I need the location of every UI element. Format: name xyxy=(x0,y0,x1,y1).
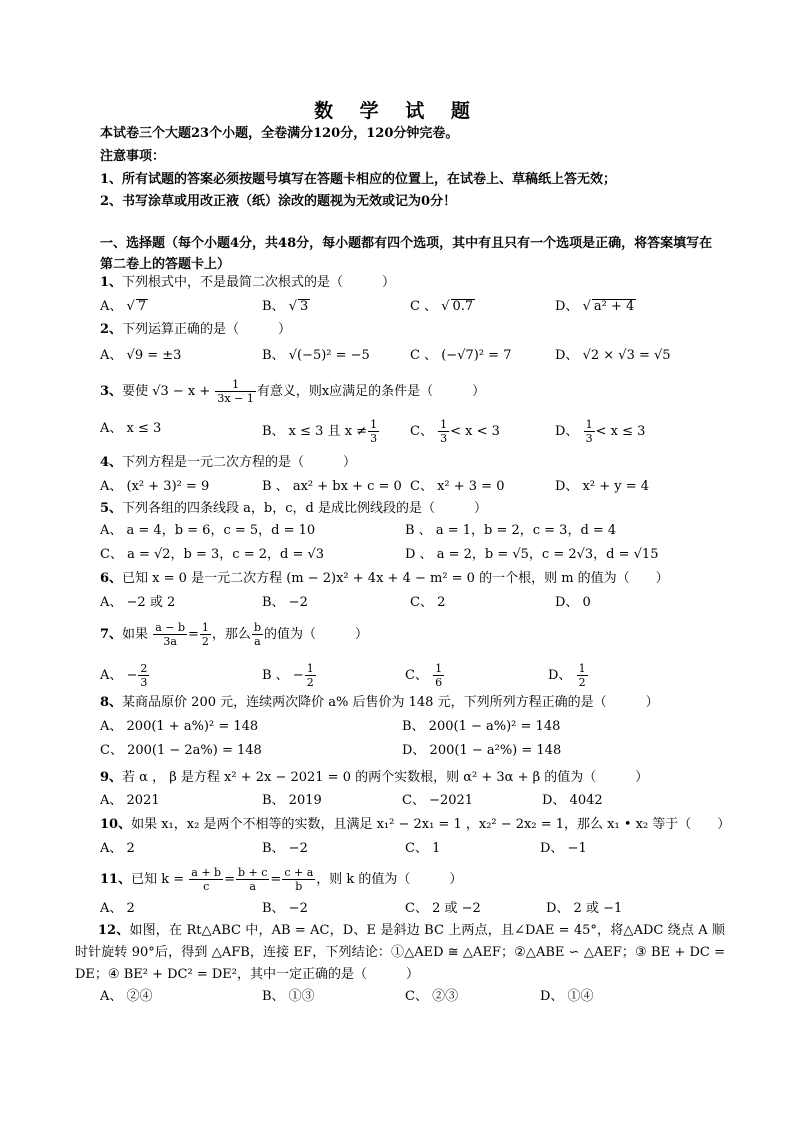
question-9-options xyxy=(100,790,700,812)
q5-option-b: B 、 a = 1，b = 2，c = 3，d = 4 xyxy=(405,523,617,538)
question-5-options-row2 xyxy=(100,544,700,566)
question-5-options-row1 xyxy=(100,520,700,542)
question-4-options xyxy=(100,476,700,498)
q6-option-a: A、 −2 或 2 xyxy=(100,595,176,610)
page-title: 数 学 试 题 xyxy=(314,100,480,122)
question-8: 8、某商品原价 200 元，连续两次降价 a% 后售价为 148 元，下列所列方程正确的是（ ） xyxy=(100,695,659,710)
q12-option-c: C、 ②③ xyxy=(405,989,459,1004)
q9-option-b: B、 2019 xyxy=(262,793,322,808)
question-4: 4、下列方程是一元二次方程的是（ ） xyxy=(100,455,357,470)
q7-option-b: B 、 − $\frac{1}{2}$ xyxy=(262,662,314,689)
question-10: 10、如果 x₁，x₂ 是两个不相等的实数，且满足 x₁² − 2x₁ = 1 ，x₂² − 2x₂ = 1，那么 x₁ • x₂ 等于（ ） xyxy=(100,817,731,832)
q7-option-a: A、 − $\frac{2}{3}$ xyxy=(100,662,148,689)
notice-2: 2、书写涂草或用改正液（纸）涂改的题视为无效或记为0分！ xyxy=(100,194,457,209)
q4-option-c: C、 x² + 3 = 0 xyxy=(410,479,505,494)
q10-option-a: A、 2 xyxy=(100,841,135,856)
q11-option-d: D、 2 或 −1 xyxy=(546,901,623,916)
question-1: 1、下列根式中，不是最简二次根式的是（ ） xyxy=(100,275,396,290)
q11-option-c: C、 2 或 −2 xyxy=(405,901,481,916)
q11-option-a: A、 2 xyxy=(100,901,135,916)
q5-option-c: C、 a = √2，b = 3，c = 2，d = √3 xyxy=(100,547,325,562)
q3-option-b: B、 x ≤ 3 且 x ≠ $\frac{1}{3}$ xyxy=(262,418,378,445)
q3-option-d: D、 $\frac{1}{3}$ < x ≤ 3 xyxy=(555,418,646,445)
question-7: 7、如果 $\frac{a - b}{3a}$ = $\frac{1}{2}$ ，那么 $\frac{b}{a}$ 的值为（ ） xyxy=(100,621,368,648)
question-12-options xyxy=(100,986,700,1008)
q1-option-c: C 、 √ 0.7 xyxy=(410,299,474,314)
q5-option-d: D 、 a = 2，b = √5，c = 2√3，d = √15 xyxy=(405,547,659,562)
q4-option-a: A、 (x² + 3)² = 9 xyxy=(100,479,210,494)
q8-option-b: B、 200(1 − a%)² = 148 xyxy=(402,719,561,734)
question-10-options xyxy=(100,838,700,860)
q1-option-b: B、 √ 3 xyxy=(262,299,309,314)
q8-option-d: D、 200(1 − a²%) = 148 xyxy=(402,743,562,758)
q9-option-c: C、 −2021 xyxy=(402,793,474,808)
q4-option-b: B 、 ax² + bx + c = 0 xyxy=(262,479,402,494)
q7-option-d: D、 $\frac{1}{2}$ xyxy=(548,662,586,689)
q8-option-c: C、 200(1 − 2a%) = 148 xyxy=(100,743,262,758)
question-5: 5、下列各组的四条线段 a，b，c，d 是成比例线段的是（ ） xyxy=(100,501,487,516)
q5-option-a: A、 a = 4，b = 6，c = 5，d = 10 xyxy=(100,523,316,538)
q7-option-c: C、 $\frac{1}{6}$ xyxy=(405,662,443,689)
section-1-heading: 一、选择题（每个小题4分，共48分，每小题都有四个选项，其中有且只有一个选项是正确，将答案填写在第二卷上的答题卡上） xyxy=(100,236,713,272)
q2-option-b: B、 √(−5)² = −5 xyxy=(262,348,370,363)
q6-option-b: B、 −2 xyxy=(262,595,308,610)
q2-option-a: A、 √9 = ±3 xyxy=(100,348,182,363)
question-11-options xyxy=(100,898,700,920)
question-3-options xyxy=(100,418,700,445)
q12-option-b: B、 ①③ xyxy=(262,989,315,1004)
q2-option-d: D、 √2 × √3 = √5 xyxy=(555,348,671,363)
q10-option-d: D、 −1 xyxy=(540,841,587,856)
q2-option-c: C 、 (−√7)² = 7 xyxy=(410,348,512,363)
q3-option-a: A、 x ≤ 3 xyxy=(100,421,162,436)
question-9: 9、若 α ， β 是方程 x² + 2x − 2021 = 0 的两个实数根，则 α² + 3α + β 的值为（ ） xyxy=(100,770,649,785)
q6-option-d: D、 0 xyxy=(555,595,591,610)
question-2: 2、下列运算正确的是（ ） xyxy=(100,322,292,337)
q4-option-d: D、 x² + y = 4 xyxy=(555,479,650,494)
question-6: 6、已知 x = 0 是一元二次方程 (m − 2)x² + 4x + 4 − m² = 0 的一个根，则 m 的值为（ ） xyxy=(100,571,669,586)
q12-option-a: A、 ②④ xyxy=(100,989,153,1004)
q3-option-c: C、 $\frac{1}{3}$ < x < 3 xyxy=(410,418,500,445)
q12-option-d: D、 ①④ xyxy=(540,989,594,1004)
intro-text: 本试卷三个大题23个小题，全卷满分120分，120分钟完卷。 xyxy=(100,126,459,141)
question-1-options xyxy=(100,296,700,318)
question-8-options-row1 xyxy=(100,716,700,738)
notice-title: 注意事项： xyxy=(100,149,166,164)
question-7-options xyxy=(100,662,700,689)
question-12: 12、如图，在 Rt△ABC 中，AB = AC，D、E 是斜边 BC 上两点，且∠DAE = 45°，将△ADC 绕点 A 顺时针旋转 90°后，得到 △AFB，连接 EF，下列结论：①△AED ≅ △AEF；②△ABE ∽ △AEF；③ BE + DC = DE；④ BE² + DC² = DE²，其中一定正确的是（ ） xyxy=(75,923,725,982)
q9-option-d: D、 4042 xyxy=(542,793,603,808)
q1-option-a: A、 √ 7 xyxy=(100,299,147,314)
question-2-options xyxy=(100,345,700,367)
q11-option-b: B、 −2 xyxy=(262,901,308,916)
notice-1: 1、所有试题的答案必须按题号填写在答题卡相应的位置上，在试卷上、草稿纸上答无效； xyxy=(100,172,617,187)
q1-option-d: D、 √ a² + 4 xyxy=(555,299,635,314)
q10-option-c: C、 1 xyxy=(405,841,441,856)
question-6-options xyxy=(100,592,700,614)
q9-option-a: A、 2021 xyxy=(100,793,160,808)
q10-option-b: B、 −2 xyxy=(262,841,308,856)
q6-option-c: C、 2 xyxy=(410,595,446,610)
question-8-options-row2 xyxy=(100,740,700,762)
question-3: 3、要使 √3 − x + $\frac{1}{3x - 1}$ 有意义，则x应满足的条件是（ ） xyxy=(100,378,486,405)
q8-option-a: A、 200(1 + a%)² = 148 xyxy=(100,719,259,734)
question-11: 11、已知 k = $\frac{a + b}{c}$ = $\frac{b + c}{a}$ = $\frac{c + a}{b}$ ，则 k 的值为（ ） xyxy=(100,866,463,893)
